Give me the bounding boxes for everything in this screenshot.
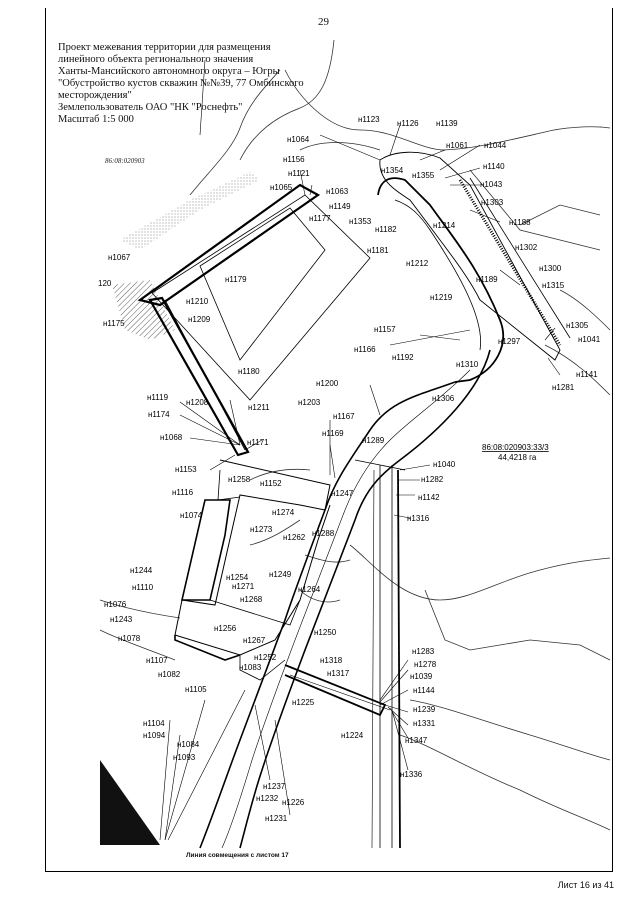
point-label-p1331: н1331 bbox=[413, 719, 436, 728]
point-label-p1142: н1142 bbox=[418, 493, 440, 502]
land-user-line: Землепользователь ОАО "НК "Роснефть" bbox=[58, 102, 243, 113]
point-label-p1116: н1116 bbox=[172, 488, 194, 497]
point-label-p1156: н1156 bbox=[283, 155, 305, 164]
point-label-p1226: н1226 bbox=[282, 798, 305, 807]
point-label-p1209: н1209 bbox=[188, 315, 211, 324]
point-label-p1068: н1068 bbox=[160, 433, 183, 442]
point-label-p1171: н1171 bbox=[247, 438, 269, 447]
point-label-p1144: н1144 bbox=[413, 686, 435, 695]
point-label-p1336: н1336 bbox=[400, 770, 423, 779]
point-label-p1188: н1188 bbox=[509, 218, 531, 227]
point-label-p1043: н1043 bbox=[480, 180, 503, 189]
point-label-p1274: н1274 bbox=[272, 508, 295, 517]
scale-line: Масштаб 1:5 000 bbox=[58, 114, 134, 125]
point-label-p1182: н1182 bbox=[375, 225, 397, 234]
point-label-p1355: н1355 bbox=[412, 171, 435, 180]
point-label-p1153: н1153 bbox=[175, 465, 197, 474]
point-label-p1104: н1104 bbox=[143, 719, 165, 728]
point-label-p1256: н1256 bbox=[214, 624, 237, 633]
point-label-p1105: н1105 bbox=[185, 685, 207, 694]
point-label-p1175: н1175 bbox=[103, 319, 125, 328]
point-label-p1078: н1078 bbox=[118, 634, 141, 643]
point-label-p1252: н1252 bbox=[254, 653, 277, 662]
point-label-p1192: н1192 bbox=[392, 353, 414, 362]
point-label-p1126: н1126 bbox=[397, 119, 419, 128]
point-label-p1149: н1149 bbox=[329, 202, 351, 211]
point-label-p1044: н1044 bbox=[484, 141, 507, 150]
point-label-p1310: н1310 bbox=[456, 360, 479, 369]
point-label-p1203: н1203 bbox=[298, 398, 321, 407]
title-line: линейного объекта регионального значения bbox=[58, 54, 254, 65]
point-label-p1067: н1067 bbox=[108, 253, 131, 262]
point-label-p1110: н1110 bbox=[132, 583, 154, 592]
point-label-p1157: н1157 bbox=[374, 325, 396, 334]
point-label-p1268: н1268 bbox=[240, 595, 263, 604]
point-label-p1139: н1139 bbox=[436, 119, 458, 128]
point-label-p1140: н1140 bbox=[483, 162, 505, 171]
point-label-p1302: н1302 bbox=[515, 243, 538, 252]
point-label-p1121: н1121 bbox=[288, 169, 310, 178]
point-label-p1041: н1041 bbox=[578, 335, 601, 344]
point-label-p1305: н1305 bbox=[566, 321, 589, 330]
point-label-p1353: н1353 bbox=[349, 217, 372, 226]
point-label-p1214: н1214 bbox=[433, 221, 456, 230]
point-label-p1306: н1306 bbox=[432, 394, 455, 403]
point-label-p1354: н1354 bbox=[381, 166, 404, 175]
point-label-p1239: н1239 bbox=[413, 705, 436, 714]
point-label-p1084: н1084 bbox=[177, 740, 200, 749]
point-label-p1083: н1083 bbox=[239, 663, 262, 672]
point-label-p1040: н1040 bbox=[433, 460, 456, 469]
point-label-p1271: н1271 bbox=[232, 582, 255, 591]
point-label-p1039: н1039 bbox=[410, 672, 433, 681]
point-label-p1076: н1076 bbox=[104, 600, 127, 609]
point-label-p1200: н1200 bbox=[316, 379, 339, 388]
sheet-number: Лист 16 из 41 bbox=[557, 880, 614, 890]
point-label-p1219: н1219 bbox=[430, 293, 453, 302]
point-label-p1282: н1282 bbox=[421, 475, 444, 484]
point-label-p1123: н1123 bbox=[358, 115, 380, 124]
point-label-p1262: н1262 bbox=[283, 533, 306, 542]
point-label-p1297: н1297 bbox=[498, 337, 521, 346]
point-label-p1283: н1283 bbox=[412, 647, 435, 656]
title-line: "Обустройство кустов скважин №№39, 77 Омбинского bbox=[58, 78, 304, 89]
point-label-p1211: н1211 bbox=[248, 403, 270, 412]
point-label-p1300: н1300 bbox=[539, 264, 562, 273]
point-label-p1210: н1210 bbox=[186, 297, 209, 306]
point-label-p1167: н1167 bbox=[333, 412, 355, 421]
point-label-p1093: н1093 bbox=[173, 753, 196, 762]
point-label-p1289: н1289 bbox=[362, 436, 385, 445]
point-label-p1065: н1065 bbox=[270, 183, 293, 192]
point-label-p1237: н1237 bbox=[263, 782, 286, 791]
point-label-p1347: н1347 bbox=[405, 736, 428, 745]
point-label-p1278: н1278 bbox=[414, 660, 437, 669]
point-label-p1318: н1318 bbox=[320, 656, 343, 665]
point-label-p1254: н1254 bbox=[226, 573, 249, 582]
point-label-p1250: н1250 bbox=[314, 628, 337, 637]
separation-line-label: Линия совмещения с листом 17 bbox=[186, 852, 289, 859]
point-label-p1174: н1174 bbox=[148, 410, 170, 419]
page-number: 29 bbox=[318, 16, 329, 28]
title-line: Проект межевания территории для размещения bbox=[58, 42, 271, 53]
point-label-p1288: н1288 bbox=[312, 529, 335, 538]
cadastral-area-label: 44,4218 га bbox=[498, 453, 537, 462]
point-label-p1317: н1317 bbox=[327, 669, 350, 678]
point-label-p1281: н1281 bbox=[552, 383, 575, 392]
point-label-p1315: н1315 bbox=[542, 281, 565, 290]
cadastral-parcel-label: 86:08:020903:33/3 bbox=[482, 443, 549, 452]
point-label-p1141: н1141 bbox=[576, 370, 598, 379]
point-label-p1264: н1264 bbox=[298, 585, 321, 594]
point-label-p1231: н1231 bbox=[265, 814, 288, 823]
point-label-p1074: н1074 bbox=[180, 511, 203, 520]
point-label-p1244: н1244 bbox=[130, 566, 153, 575]
point-label-p1273: н1273 bbox=[250, 525, 273, 534]
point-label-p1243: н1243 bbox=[110, 615, 133, 624]
title-line: Ханты-Мансийского автономного округа – Югры bbox=[58, 66, 280, 77]
point-label-p1225: н1225 bbox=[292, 698, 315, 707]
point-label-p1180: н1180 bbox=[238, 367, 260, 376]
point-label-p1082: н1082 bbox=[158, 670, 181, 679]
point-label-p1179: н1179 bbox=[225, 275, 247, 284]
point-label-p1119: н1119 bbox=[147, 393, 169, 402]
point-label-p1064: н1064 bbox=[287, 135, 310, 144]
point-label-p1152: н1152 bbox=[260, 479, 282, 488]
point-label-p1212: н1212 bbox=[406, 259, 429, 268]
point-label-p1166: н1166 bbox=[354, 345, 376, 354]
title-line: месторождения" bbox=[58, 90, 132, 101]
point-label-p1316: н1316 bbox=[407, 514, 430, 523]
cadastral-block-label: 86:08:020903 bbox=[105, 157, 145, 165]
point-label-p1232: н1232 bbox=[256, 794, 279, 803]
point-label-p1063: н1063 bbox=[326, 187, 349, 196]
point-label-p1208: н1208 bbox=[186, 398, 209, 407]
point-label-p1107: н1107 bbox=[146, 656, 168, 665]
point-label-p1169: н1169 bbox=[322, 429, 344, 438]
point-label-p1177: н1177 bbox=[309, 214, 331, 223]
point-label-p1249: н1249 bbox=[269, 570, 292, 579]
point-label-p1247: н1247 bbox=[331, 489, 354, 498]
point-label-p1181: н1181 bbox=[367, 246, 389, 255]
point-label-p120: 120 bbox=[98, 279, 112, 288]
point-label-p1303: н1303 bbox=[481, 198, 504, 207]
point-label-p1094: н1094 bbox=[143, 731, 166, 740]
point-label-p1189: н1189 bbox=[476, 275, 498, 284]
point-label-p1061: н1061 bbox=[446, 141, 469, 150]
point-label-p1224: н1224 bbox=[341, 731, 364, 740]
point-label-p1267: н1267 bbox=[243, 636, 266, 645]
point-label-p1258: н1258 bbox=[228, 475, 251, 484]
